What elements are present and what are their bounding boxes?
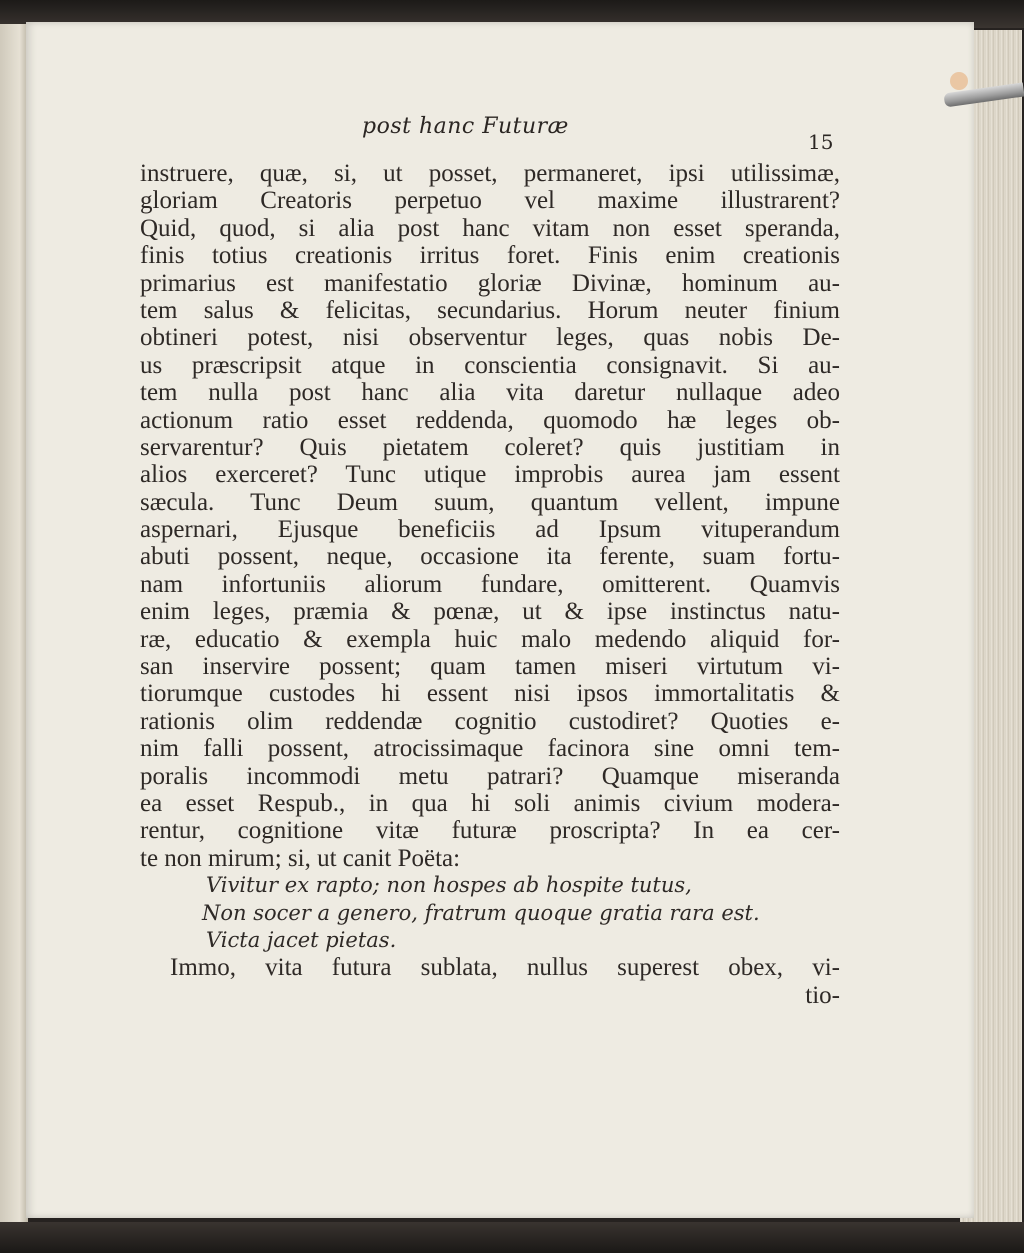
text-line: san inservire possent; quam tamen miseri virtutum vi- xyxy=(140,653,840,681)
text-line: alios exerceret? Tunc utique improbis aurea jam essent xyxy=(140,461,840,489)
book-cover-bottom xyxy=(0,1222,1024,1253)
facing-page-edge xyxy=(0,24,28,1222)
body-text xyxy=(140,160,840,1009)
text-line: tem salus & felicitas, secundarius. Horum neuter finium xyxy=(140,296,840,324)
text-line: rationis olim reddendæ cognitio custodiret? Quoties e- xyxy=(140,707,840,735)
text-line: nam infortuniis aliorum fundare, omitterent. Quamvis xyxy=(140,570,840,598)
text-line: poralis incommodi metu patrari? Quamque miseranda xyxy=(140,762,840,790)
text-line: sæcula. Tunc Deum suum, quantum vellent, impune xyxy=(140,488,840,516)
text-line: rentur, cognitione vitæ futuræ proscripta? In ea cer- xyxy=(140,817,840,845)
text-line: finis totius creationis irritus foret. Finis enim creationis xyxy=(140,242,840,270)
verse-line: Vivitur ex rapto; non hospes ab hospite tutus, xyxy=(206,873,692,898)
text-line: tem nulla post hanc alia vita daretur nullaque adeo xyxy=(140,379,840,407)
text-line: gloriam Creatoris perpetuo vel maxime illustrarent? xyxy=(140,187,840,215)
text-line: te non mirum; si, ut canit Poëta: xyxy=(140,844,461,872)
text-line: actionum ratio esset reddenda, quomodo hæ leges ob- xyxy=(140,406,840,434)
text-line: aspernari, Ejusque beneficiis ad Ipsum vituperandum xyxy=(140,516,840,544)
marker-tip xyxy=(950,72,968,90)
text-line: servarentur? Quis pietatem coleret? quis justitiam in xyxy=(140,433,840,461)
text-line: primarius est manifestatio gloriæ Divinæ, hominum au- xyxy=(140,269,840,297)
text-line: us præscripsit atque in conscientia consignavit. Si au- xyxy=(140,351,840,379)
text-line: Quid, quod, si alia post hanc vitam non esset speranda, xyxy=(140,214,840,242)
verse-line: Victa jacet pietas. xyxy=(206,927,397,952)
text-line: abuti possent, neque, occasione ita ferente, suam fortu- xyxy=(140,543,840,571)
text-line: enim leges, præmia & pœnæ, ut & ipse instinctus natu- xyxy=(140,598,840,626)
text-line: ræ, educatio & exempla huic malo medendo aliquid for- xyxy=(140,625,840,653)
text-line: Immo, vita futura sublata, nullus superest obex, vi- xyxy=(170,954,840,982)
text-line: ea esset Respub., in qua hi soli animis civium modera- xyxy=(140,789,840,817)
page-number: 15 xyxy=(808,130,834,154)
text-line: tiorumque custodes hi essent nisi ipsos immortalitatis & xyxy=(140,680,840,708)
verse-line: Non socer a genero, fratrum quoque gratia rara est. xyxy=(202,900,760,925)
running-head: post hanc Futuræ xyxy=(362,114,569,139)
catchword: tio- xyxy=(805,981,840,1009)
text-line: nim falli possent, atrocissimaque facinora sine omni tem- xyxy=(140,735,840,763)
text-line: obtineri potest, nisi observentur leges, quas nobis De- xyxy=(140,324,840,352)
text-line: instruere, quæ, si, ut posset, permaneret, ipsi utilissimæ, xyxy=(140,160,840,187)
